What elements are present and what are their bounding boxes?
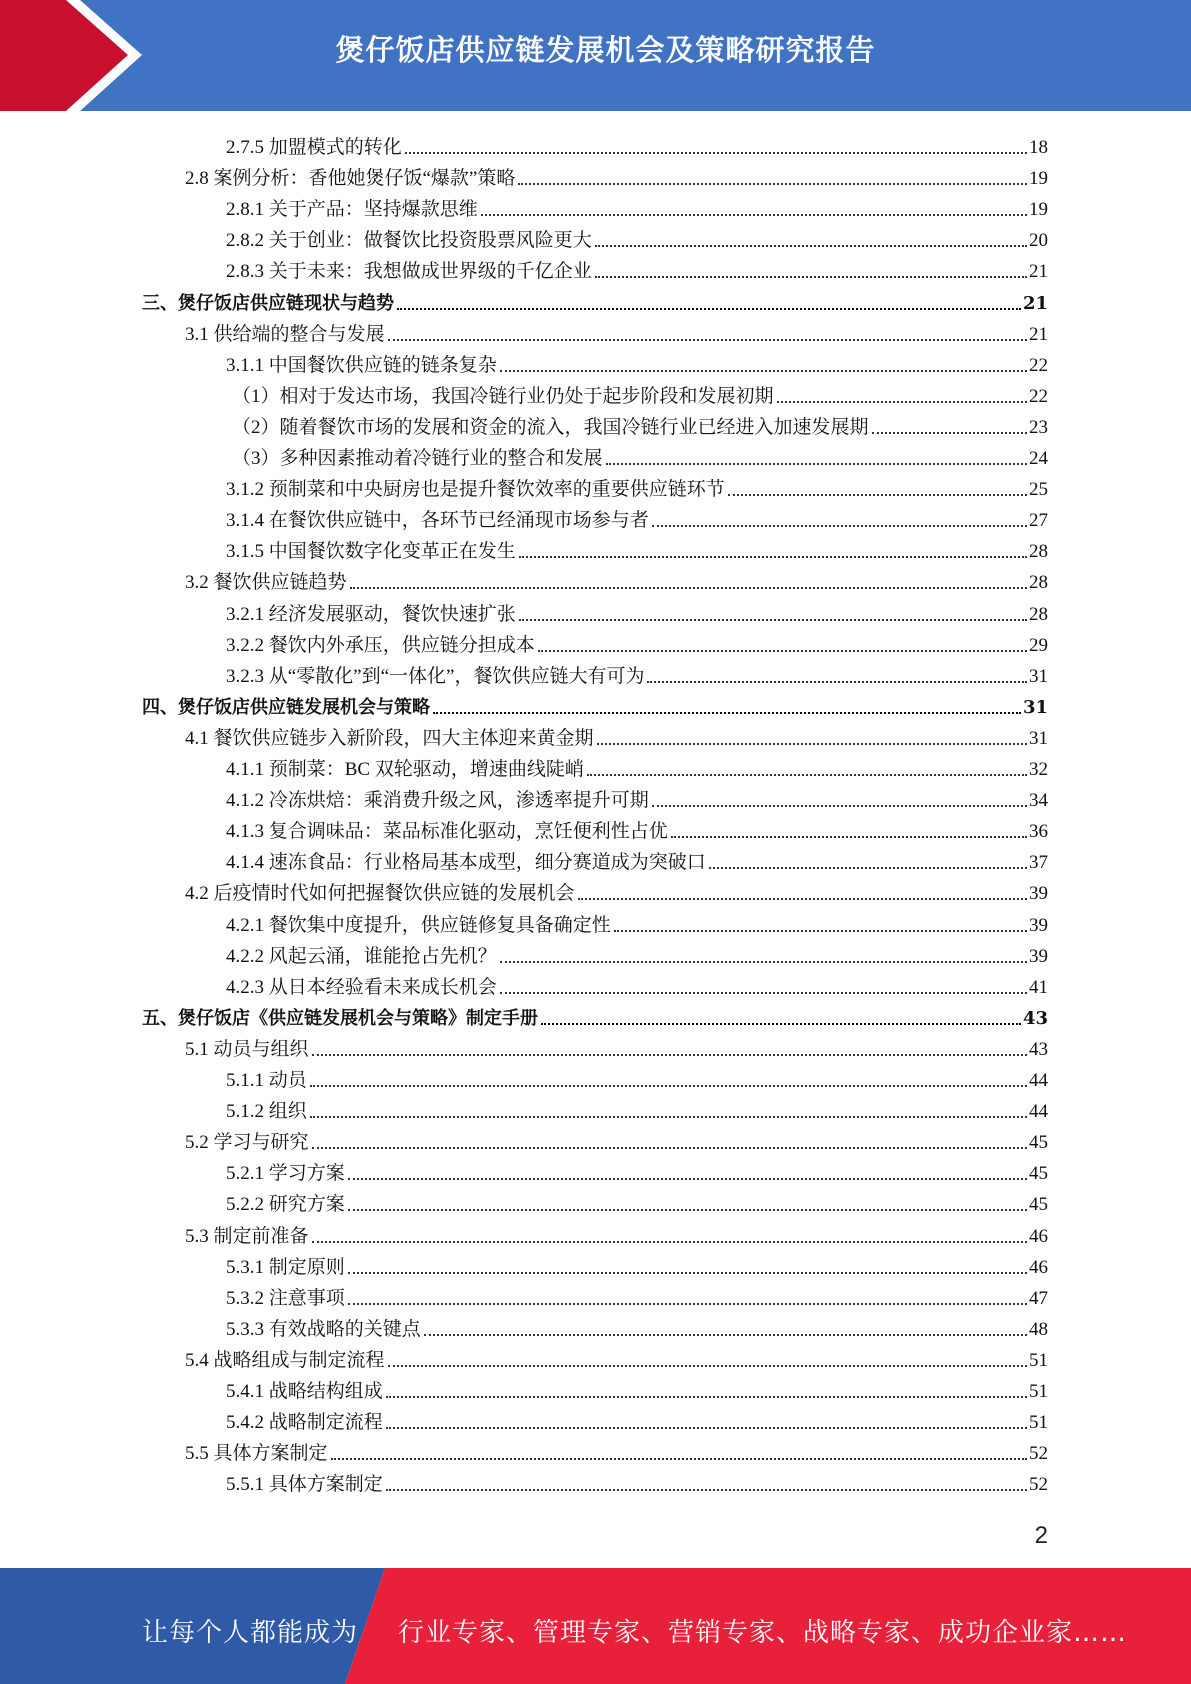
toc-entry-page: 24: [1029, 448, 1048, 469]
toc-dot-leader: [671, 836, 1027, 838]
toc-entry-title: 4.2 后疫情时代如何把握餐饮供应链的发展机会: [185, 883, 575, 905]
toc-dot-leader: [331, 1458, 1027, 1460]
toc-entry-title: 2.7.5 加盟模式的转化: [226, 137, 402, 158]
toc-entry-title: 4.1.1 预制菜：BC 双轮驱动，增速曲线陡峭: [226, 759, 584, 780]
toc-entry-title: 3.1.4 在餐饮供应链中，各环节已经涌现市场参与者: [226, 510, 649, 532]
toc-entry-title: 5.4.1 战略结构组成: [226, 1381, 383, 1402]
toc-dot-leader: [606, 463, 1027, 465]
toc-entry[interactable]: [226, 1154, 1048, 1185]
toc-entry[interactable]: [226, 346, 1048, 377]
toc-entry[interactable]: [185, 563, 1048, 594]
toc-entry-title: 5.1.2 组织: [226, 1101, 307, 1123]
toc-entry-title: 5.2.1 学习方案: [226, 1163, 345, 1185]
toc-dot-leader: [709, 867, 1027, 869]
toc-entry[interactable]: [226, 501, 1048, 532]
toc-dot-leader: [614, 930, 1027, 932]
toc-entry[interactable]: [226, 190, 1048, 221]
toc-entry-page: 22: [1029, 354, 1048, 376]
footer-slogan-right: 行业专家、管理专家、营销专家、战略专家、成功企业家……: [398, 1618, 1128, 1648]
toc-entry-title: 3.1 供给端的整合与发展: [185, 323, 385, 345]
toc-entry-page: 31: [1029, 665, 1048, 687]
toc-dot-leader: [597, 743, 1027, 745]
toc-dot-leader: [405, 152, 1027, 154]
toc-dot-leader: [433, 712, 1021, 714]
toc-entry-title: 3.1.1 中国餐饮供应链的链条复杂: [226, 354, 497, 376]
toc-entry-title: 四、煲仔饭店供应链发展机会与策略: [142, 696, 430, 718]
toc-entry-title: 5.4 战略组成与制定流程: [185, 1349, 385, 1371]
toc-entry[interactable]: [226, 1248, 1048, 1279]
toc-entry-page: 29: [1029, 634, 1048, 656]
toc-dot-leader: [578, 898, 1027, 900]
toc-entry-title: 2.8 案例分析：香他她煲仔饭“爆款”策略: [185, 168, 516, 190]
toc-entry-page: 34: [1029, 790, 1048, 812]
toc-entry-page: 52: [1029, 1443, 1048, 1465]
toc-entry-title: 5.3.1 制定原则: [226, 1256, 345, 1278]
toc-entry[interactable]: [226, 1061, 1048, 1092]
toc-entry[interactable]: [226, 781, 1048, 812]
toc-entry-page: 41: [1029, 976, 1048, 998]
toc-entry[interactable]: [226, 1310, 1048, 1341]
toc-entry-title: （3）多种因素推动着冷链行业的整合和发展: [232, 448, 603, 469]
toc-entry-title: 3.2 餐饮供应链趋势: [185, 572, 347, 594]
toc-entry-page: 18: [1029, 137, 1048, 158]
toc-entry-title: 4.2.3 从日本经验看未来成长机会: [226, 976, 497, 998]
toc-entry-page: 45: [1029, 1163, 1048, 1185]
toc-dot-leader: [595, 276, 1027, 278]
toc-dot-leader: [872, 432, 1027, 434]
toc-dot-leader: [538, 650, 1027, 652]
toc-dot-leader: [587, 774, 1027, 776]
toc-dot-leader: [386, 1427, 1027, 1429]
toc-entry-page: 47: [1029, 1287, 1048, 1309]
toc-entry[interactable]: [226, 1092, 1048, 1123]
toc-dot-leader: [310, 1085, 1027, 1087]
toc-entry-page: 23: [1029, 416, 1048, 438]
toc-entry[interactable]: [232, 439, 1048, 470]
toc-dot-leader: [312, 1054, 1027, 1056]
toc-dot-leader: [350, 587, 1027, 589]
toc-entry-title: 4.2.1 餐饮集中度提升，供应链修复具备确定性: [226, 914, 611, 936]
toc-entry-title: 5.1.1 动员: [226, 1070, 307, 1091]
toc-entry[interactable]: [142, 688, 1048, 719]
toc-dot-leader: [777, 401, 1027, 403]
toc-entry-title: 2.8.1 关于产品：坚持爆款思维: [226, 199, 478, 221]
toc-entry[interactable]: [185, 1030, 1048, 1061]
toc-entry-page: 21: [1029, 323, 1048, 345]
toc-entry-page: 28: [1029, 603, 1048, 625]
toc-dot-leader: [397, 308, 1021, 310]
toc-entry-page: 45: [1029, 1194, 1048, 1216]
toc-entry-title: 5.3.3 有效战略的关键点: [226, 1318, 421, 1340]
toc-entry-page: 46: [1029, 1256, 1048, 1278]
toc-entry-page: 25: [1029, 479, 1048, 501]
toc-dot-leader: [386, 1396, 1027, 1398]
toc-entry-page: 31: [1029, 727, 1048, 749]
toc-entry[interactable]: [226, 968, 1048, 999]
toc-entry[interactable]: [226, 937, 1048, 968]
toc-entry-title: 2.8.3 关于未来：我想做成世界级的千亿企业: [226, 261, 592, 283]
toc-entry[interactable]: [185, 874, 1048, 905]
toc-entry[interactable]: [142, 999, 1048, 1030]
toc-entry-title: 5.3.2 注意事项: [226, 1287, 345, 1309]
toc-entry-title: 4.1.3 复合调味品：菜品标准化驱动，烹饪便利性占优: [226, 821, 668, 843]
toc-entry-title: 5.5 具体方案制定: [185, 1443, 328, 1465]
toc-entry-page: 22: [1029, 385, 1048, 407]
toc-entry[interactable]: [185, 1434, 1048, 1465]
toc-entry[interactable]: [226, 1279, 1048, 1310]
toc-entry[interactable]: [226, 1403, 1048, 1434]
toc-entry-page: 45: [1029, 1132, 1048, 1154]
toc-entry[interactable]: [226, 750, 1048, 781]
toc-entry-title: 4.1.4 速冻食品：行业格局基本成型，细分赛道成为突破口: [226, 852, 706, 874]
toc-dot-leader: [595, 245, 1027, 247]
toc-entry-title: 5.2.2 研究方案: [226, 1194, 345, 1216]
toc-entry-title: 4.2.2 风起云涌，谁能抢占先机？: [226, 945, 497, 967]
toc-entry[interactable]: [185, 1341, 1048, 1372]
toc-entry[interactable]: [185, 1217, 1048, 1248]
toc-dot-leader: [518, 183, 1027, 185]
toc-entry-title: 5.5.1 具体方案制定: [226, 1474, 383, 1496]
toc-entry[interactable]: [142, 284, 1048, 315]
footer-slogan-left: 让每个人都能成为: [142, 1618, 359, 1648]
toc-entry[interactable]: [226, 906, 1048, 937]
toc-entry-page: 21: [1022, 292, 1048, 314]
toc-entry[interactable]: [232, 377, 1048, 408]
page-header: [0, 0, 1191, 111]
toc-entry[interactable]: [226, 626, 1048, 657]
toc-entry-title: 3.1.2 预制菜和中央厨房也是提升餐饮效率的重要供应链环节: [226, 479, 725, 501]
toc-dot-leader: [312, 1147, 1027, 1149]
toc-entry-page: 31: [1022, 696, 1048, 718]
toc-dot-leader: [348, 1303, 1027, 1305]
toc-entry-page: 19: [1029, 199, 1048, 221]
toc-dot-leader: [519, 619, 1027, 621]
toc-entry-title: 3.2.3 从“零散化”到“一体化”，餐饮供应链大有可为: [226, 665, 645, 687]
page-number: 2: [1034, 1522, 1048, 1549]
toc-entry[interactable]: [226, 252, 1048, 283]
toc-entry[interactable]: [226, 1372, 1048, 1403]
toc-entry-page: 39: [1029, 914, 1048, 936]
toc-entry-page: 27: [1029, 510, 1048, 532]
toc-entry-title: 5.1 动员与组织: [185, 1038, 309, 1060]
toc-entry[interactable]: [226, 128, 1048, 159]
toc-dot-leader: [647, 681, 1027, 683]
toc-dot-leader: [500, 961, 1027, 963]
toc-entry-page: 32: [1029, 759, 1048, 780]
toc-entry-page: 44: [1029, 1070, 1048, 1091]
toc-entry-page: 51: [1029, 1412, 1048, 1434]
toc-entry[interactable]: [226, 1185, 1048, 1216]
toc-entry-page: 20: [1029, 230, 1048, 252]
toc-entry-page: 51: [1029, 1349, 1048, 1371]
toc-dot-leader: [728, 494, 1027, 496]
toc-entry-title: 3.2.2 餐饮内外承压，供应链分担成本: [226, 634, 535, 656]
toc-dot-leader: [312, 1241, 1027, 1243]
toc-dot-leader: [310, 1116, 1027, 1118]
toc-dot-leader: [652, 525, 1027, 527]
toc-entry-title: 2.8.2 关于创业：做餐饮比投资股票风险更大: [226, 230, 592, 252]
report-title: 煲仔饭店供应链发展机会及策略研究报告: [335, 33, 876, 67]
toc-entry[interactable]: [185, 719, 1048, 750]
toc-dot-leader: [519, 556, 1027, 558]
toc-entry-page: 37: [1029, 852, 1048, 874]
toc-entry-title: （1）相对于发达市场，我国冷链行业仍处于起步阶段和发展初期: [232, 385, 774, 407]
toc-entry[interactable]: [185, 1123, 1048, 1154]
toc-dot-leader: [481, 214, 1027, 216]
toc-entry[interactable]: [226, 812, 1048, 843]
toc-entry[interactable]: [226, 843, 1048, 874]
toc-entry[interactable]: [185, 159, 1048, 190]
toc-entry-page: 52: [1029, 1474, 1048, 1496]
toc-dot-leader: [348, 1209, 1027, 1211]
toc-dot-leader: [348, 1272, 1027, 1274]
toc-entry-title: 4.1 餐饮供应链步入新阶段，四大主体迎来黄金期: [185, 727, 594, 749]
toc-entry-page: 39: [1029, 945, 1048, 967]
toc-entry-page: 28: [1029, 572, 1048, 594]
page-footer: [0, 1568, 1191, 1684]
toc-entry-title: 5.2 学习与研究: [185, 1132, 309, 1154]
toc-entry[interactable]: [226, 470, 1048, 501]
toc-dot-leader: [388, 339, 1027, 341]
toc-entry-title: 5.3 制定前准备: [185, 1225, 309, 1247]
toc-entry-page: 36: [1029, 821, 1048, 843]
toc-entry[interactable]: [226, 221, 1048, 252]
toc-entry-page: 21: [1029, 261, 1048, 283]
toc-entry-page: 43: [1022, 1007, 1048, 1029]
toc-entry-page: 46: [1029, 1225, 1048, 1247]
toc-dot-leader: [388, 1365, 1027, 1367]
toc-entry-page: 28: [1029, 541, 1048, 563]
toc-dot-leader: [348, 1178, 1027, 1180]
toc-entry-page: 48: [1029, 1318, 1048, 1340]
toc-entry[interactable]: [185, 315, 1048, 346]
toc-entry-title: （2）随着餐饮市场的发展和资金的流入，我国冷链行业已经进入加速发展期: [232, 416, 869, 438]
toc-entry[interactable]: [232, 408, 1048, 439]
toc-dot-leader: [652, 805, 1027, 807]
toc-entry[interactable]: [226, 657, 1048, 688]
toc-entry[interactable]: [226, 532, 1048, 563]
toc-entry-title: 3.2.1 经济发展驱动，餐饮快速扩张: [226, 603, 516, 625]
toc-entry-page: 44: [1029, 1101, 1048, 1123]
toc-dot-leader: [386, 1489, 1027, 1491]
toc-entry-title: 5.4.2 战略制定流程: [226, 1412, 383, 1434]
toc-dot-leader: [424, 1334, 1027, 1336]
toc-entry-title: 4.1.2 冷冻烘焙：乘消费升级之风，渗透率提升可期: [226, 790, 649, 812]
toc-dot-leader: [541, 1023, 1021, 1025]
toc-entry-page: 19: [1029, 168, 1048, 190]
toc-entry-title: 3.1.5 中国餐饮数字化变革正在发生: [226, 541, 516, 563]
toc-entry-page: 43: [1029, 1038, 1048, 1060]
toc-entry-title: 三、煲仔饭店供应链现状与趋势: [142, 292, 394, 314]
toc-entry[interactable]: [226, 1465, 1048, 1496]
toc-entry[interactable]: [226, 595, 1048, 626]
toc-entry-title: 五、煲仔饭店《供应链发展机会与策略》制定手册: [142, 1007, 538, 1029]
toc-entry-page: 51: [1029, 1381, 1048, 1402]
toc-entry-page: 39: [1029, 883, 1048, 905]
toc-dot-leader: [500, 370, 1027, 372]
toc-dot-leader: [500, 992, 1027, 994]
